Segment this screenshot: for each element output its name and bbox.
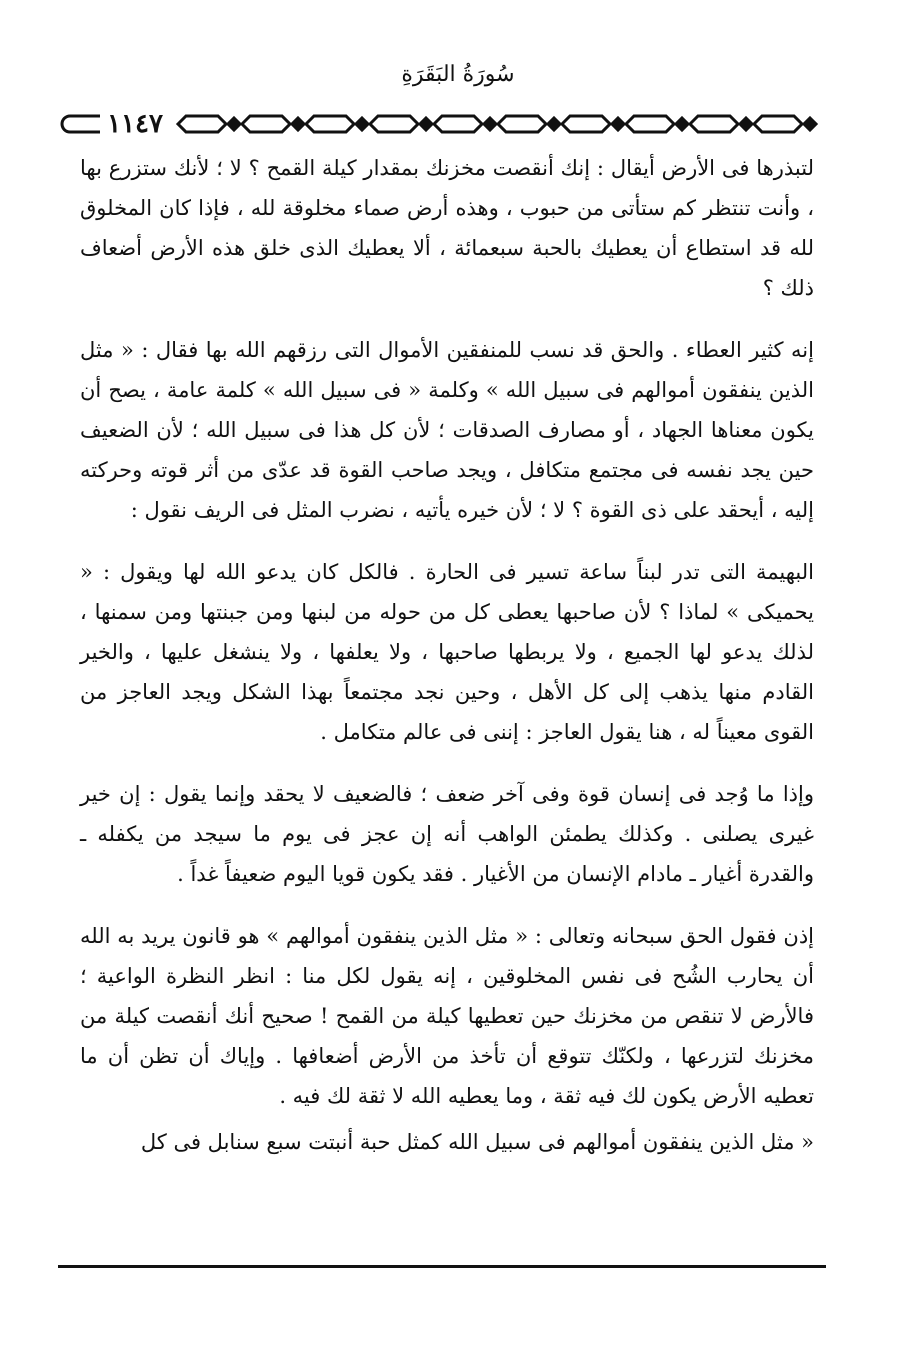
sura-title: سُورَةُ البَقَرَةِ: [401, 62, 515, 87]
ornament-link: [562, 116, 610, 132]
ornament-link: [690, 116, 738, 132]
ornament-diamond: [292, 118, 304, 130]
footer-rule: [58, 1265, 826, 1268]
ornament-diamond: [228, 118, 240, 130]
ornament-diamond: [420, 118, 432, 130]
ornament-link: [178, 116, 226, 132]
paragraph: « مثل الذين ينفقون أموالهم فى سبيل الله كمثل حبة أنبتت سبع سنابل فى كل: [140, 1130, 814, 1154]
ornament-link: [306, 116, 354, 132]
ornament-link: [498, 116, 546, 132]
paragraph: لتبذرها فى الأرض أيقال : إنك أنقصت مخزنك بمقدار كيلة القمح ؟ لا ؛ لأنك ستزرع بها ، وأنت تنتظر كم ستأتى من حبوب ، وهذه أرض صماء مخلوقة لله ، فإذا كان المخلوق لله قد استطاع أن يعطيك بالحبة سبعمائة ، ألا يعطيك الذى خلق هذه الأرض أضعاف ذلك ؟: [80, 156, 814, 300]
ornament-link: [242, 116, 290, 132]
ornament-diamond: [612, 118, 624, 130]
paragraph: إنه كثير العطاء . والحق قد نسب للمنفقين الأموال التى رزقهم الله بها فقال : « مثل الذين ينفقون أموالهم فى سبيل الله » وكلمة « فى سبيل الله » كلمة عامة ، يصح أن يكون معناها الجهاد ، أو مصارف الصدقات ؛ لأن كل هذا فى سبيل الله ؛ لأن الضعيف حين يجد نفسه فى مجتمع متكافل ، ويجد صاحب القوة قد عدّى من أثر قوته وحركته إليه ، أيحقد على ذى القوة ؟ لا ؛ لأن خيره يأتيه ، نضرب المثل فى الريف نقول :: [80, 338, 814, 522]
page-header: [0, 62, 916, 142]
ornament-link: [626, 116, 674, 132]
ornament-diamond: [484, 118, 496, 130]
ornament-link: [754, 116, 802, 132]
ornament-diamond: [740, 118, 752, 130]
ornament-diamond: [804, 118, 816, 130]
page-number: ١١٤٧: [100, 106, 170, 142]
ornament-diamond: [548, 118, 560, 130]
ornamental-border: [58, 106, 838, 142]
ornament-link: [434, 116, 482, 132]
paragraph: وإذا ما وُجد فى إنسان قوة وفى آخر ضعف ؛ فالضعيف لا يحقد وإنما يقول : إن خير غيرى يصلنى . وكذلك يطمئن الواهب أنه إن عجز فى يوم ما سيجد من يكفله ـ والقدرة أغيار ـ مادام الإنسان من الأغيار . فقد يكون قويا اليوم ضعيفاً غداً .: [80, 782, 814, 886]
ornament-diamond: [676, 118, 688, 130]
ornament-link: [370, 116, 418, 132]
paragraph: إذن فقول الحق سبحانه وتعالى : « مثل الذين ينفقون أموالهم » هو قانون يريد به الله أن يحارب الشُح فى نفس المخلوقين ، إنه يقول لكل منا : انظر النظرة الواعية ؛ فالأرض لا تنقص من مخزنك حين تعطيها كيلة من القمح ! صحيح أنك أنقصت كيلة من مخزنك لتزرعها ، ولكنّك تتوقع أن تأخذ من الأرض أضعافها . وإياك أن تظن أن ما تعطيه الأرض يكون لك فيه ثقة ، وما يعطيه الله لا ثقة لك فيه .: [80, 924, 814, 1108]
ornament-diamond: [356, 118, 368, 130]
paragraph: البهيمة التى تدر لبناً ساعة تسير فى الحارة . فالكل كان يدعو الله لها ويقول : « يحميكى » لماذا ؟ لأن صاحبها يعطى كل من حوله من لبنها ومن جبنتها ومن سمنها ، لذلك يدعو لها الجميع ، ولا يربطها صاحبها ، ولا يعلفها ، ولا ينشغل عليها ، والخير القادم منها يذهب إلى كل الأهل ، وحين نجد مجتمعاً بهذا الشكل ويجد العاجز من القوى معيناً له ، هنا يقول العاجز : إننى فى عالم متكامل .: [80, 560, 814, 744]
page-body: [80, 148, 814, 1184]
